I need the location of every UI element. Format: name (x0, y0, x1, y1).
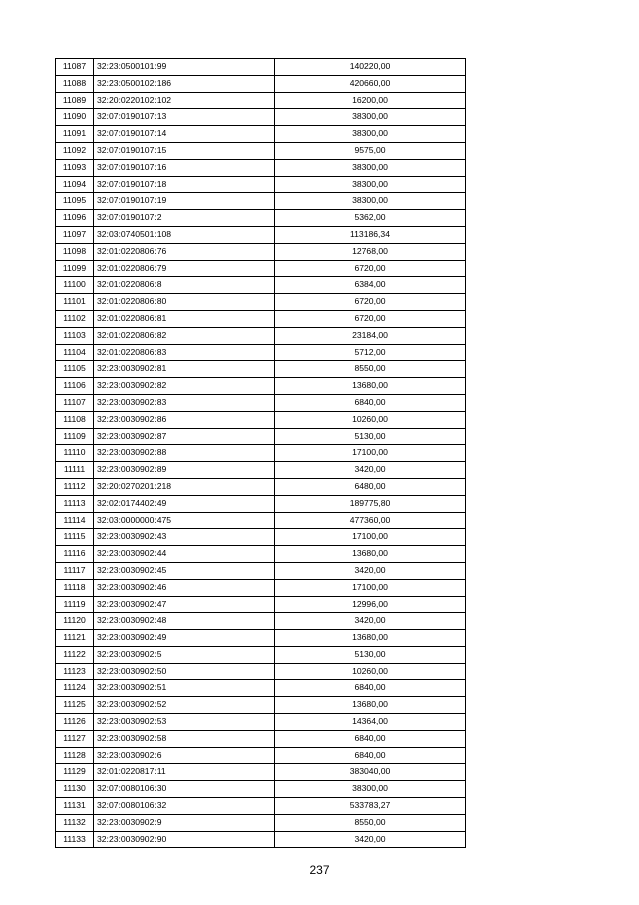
row-number-cell: 11124 (56, 680, 94, 697)
value-cell: 38300,00 (275, 781, 466, 798)
row-number-cell: 11130 (56, 781, 94, 798)
cadastral-number-cell: 32:23:0030902:47 (94, 596, 275, 613)
row-number-cell: 11114 (56, 512, 94, 529)
row-number-cell: 11101 (56, 294, 94, 311)
row-number-cell: 11093 (56, 159, 94, 176)
table-row (56, 142, 466, 159)
value-cell: 13680,00 (275, 378, 466, 395)
cadastral-number-cell: 32:23:0030902:90 (94, 831, 275, 848)
value-cell: 12768,00 (275, 243, 466, 260)
cadastral-number-cell: 32:23:0030902:58 (94, 730, 275, 747)
value-cell: 38300,00 (275, 109, 466, 126)
cadastral-number-cell: 32:01:0220806:8 (94, 277, 275, 294)
table-row (56, 495, 466, 512)
row-number-cell: 11112 (56, 478, 94, 495)
row-number-cell: 11127 (56, 730, 94, 747)
cadastral-number-cell: 32:01:0220806:80 (94, 294, 275, 311)
row-number-cell: 11091 (56, 126, 94, 143)
cadastral-number-cell: 32:07:0190107:16 (94, 159, 275, 176)
row-number-cell: 11088 (56, 75, 94, 92)
value-cell: 9575,00 (275, 142, 466, 159)
row-number-cell: 11119 (56, 596, 94, 613)
table-row (56, 781, 466, 798)
value-cell: 13680,00 (275, 697, 466, 714)
cadastral-number-cell: 32:23:0030902:44 (94, 546, 275, 563)
table-row (56, 798, 466, 815)
cadastral-number-cell: 32:23:0030902:82 (94, 378, 275, 395)
cadastral-number-cell: 32:23:0030902:9 (94, 814, 275, 831)
value-cell: 38300,00 (275, 176, 466, 193)
value-cell: 12996,00 (275, 596, 466, 613)
value-cell: 113186,34 (275, 226, 466, 243)
cadastral-number-cell: 32:23:0030902:50 (94, 663, 275, 680)
value-cell: 10260,00 (275, 411, 466, 428)
value-cell: 5130,00 (275, 646, 466, 663)
value-cell: 3420,00 (275, 831, 466, 848)
cadastral-number-cell: 32:23:0500101:99 (94, 59, 275, 76)
value-cell: 6384,00 (275, 277, 466, 294)
row-number-cell: 11108 (56, 411, 94, 428)
row-number-cell: 11125 (56, 697, 94, 714)
table-row (56, 478, 466, 495)
value-cell: 17100,00 (275, 579, 466, 596)
row-number-cell: 11109 (56, 428, 94, 445)
cadastral-number-cell: 32:20:0220102:102 (94, 92, 275, 109)
row-number-cell: 11118 (56, 579, 94, 596)
row-number-cell: 11110 (56, 445, 94, 462)
table-row (56, 210, 466, 227)
table-row (56, 445, 466, 462)
row-number-cell: 11098 (56, 243, 94, 260)
row-number-cell: 11111 (56, 462, 94, 479)
value-cell: 420660,00 (275, 75, 466, 92)
row-number-cell: 11095 (56, 193, 94, 210)
value-cell: 383040,00 (275, 764, 466, 781)
row-number-cell: 11117 (56, 562, 94, 579)
cadastral-number-cell: 32:01:0220817:11 (94, 764, 275, 781)
cadastral-number-cell: 32:23:0030902:43 (94, 529, 275, 546)
row-number-cell: 11103 (56, 327, 94, 344)
row-number-cell: 11100 (56, 277, 94, 294)
cadastral-number-cell: 32:23:0030902:53 (94, 714, 275, 731)
table-row (56, 411, 466, 428)
cadastral-number-cell: 32:23:0030902:87 (94, 428, 275, 445)
table-row (56, 512, 466, 529)
row-number-cell: 11099 (56, 260, 94, 277)
table-row (56, 176, 466, 193)
table-row (56, 663, 466, 680)
cadastral-number-cell: 32:07:0080106:32 (94, 798, 275, 815)
cadastral-number-cell: 32:03:0740501:108 (94, 226, 275, 243)
cadastral-number-cell: 32:07:0190107:13 (94, 109, 275, 126)
table-row (56, 378, 466, 395)
value-cell: 13680,00 (275, 546, 466, 563)
table-row (56, 680, 466, 697)
table-row (56, 361, 466, 378)
value-cell: 6840,00 (275, 680, 466, 697)
row-number-cell: 11090 (56, 109, 94, 126)
cadastral-number-cell: 32:23:0030902:51 (94, 680, 275, 697)
table-row (56, 92, 466, 109)
table-row (56, 59, 466, 76)
value-cell: 3420,00 (275, 562, 466, 579)
value-cell: 5130,00 (275, 428, 466, 445)
row-number-cell: 11131 (56, 798, 94, 815)
table-row (56, 714, 466, 731)
value-cell: 140220,00 (275, 59, 466, 76)
table-row (56, 428, 466, 445)
cadastral-number-cell: 32:23:0030902:52 (94, 697, 275, 714)
table-row (56, 831, 466, 848)
cadastral-number-cell: 32:23:0030902:6 (94, 747, 275, 764)
row-number-cell: 11132 (56, 814, 94, 831)
cadastral-number-cell: 32:23:0030902:5 (94, 646, 275, 663)
cadastral-number-cell: 32:02:0174402:49 (94, 495, 275, 512)
row-number-cell: 11115 (56, 529, 94, 546)
cadastral-number-cell: 32:23:0030902:83 (94, 394, 275, 411)
table-row (56, 193, 466, 210)
table-row (56, 310, 466, 327)
table-row (56, 344, 466, 361)
cadastral-number-cell: 32:07:0190107:14 (94, 126, 275, 143)
table-row (56, 294, 466, 311)
cadastral-number-cell: 32:23:0030902:46 (94, 579, 275, 596)
value-cell: 17100,00 (275, 529, 466, 546)
table-row (56, 226, 466, 243)
table-row (56, 159, 466, 176)
table-row (56, 277, 466, 294)
cadastral-number-cell: 32:07:0080106:30 (94, 781, 275, 798)
row-number-cell: 11097 (56, 226, 94, 243)
cadastral-number-cell: 32:01:0220806:81 (94, 310, 275, 327)
cadastral-number-cell: 32:23:0030902:48 (94, 613, 275, 630)
cadastral-number-cell: 32:07:0190107:2 (94, 210, 275, 227)
row-number-cell: 11106 (56, 378, 94, 395)
row-number-cell: 11105 (56, 361, 94, 378)
cadastral-number-cell: 32:01:0220806:83 (94, 344, 275, 361)
value-cell: 16200,00 (275, 92, 466, 109)
row-number-cell: 11116 (56, 546, 94, 563)
value-cell: 3420,00 (275, 462, 466, 479)
value-cell: 189775,80 (275, 495, 466, 512)
row-number-cell: 11121 (56, 630, 94, 647)
row-number-cell: 11120 (56, 613, 94, 630)
value-cell: 6720,00 (275, 260, 466, 277)
cadastral-number-cell: 32:07:0190107:18 (94, 176, 275, 193)
cadastral-number-cell: 32:23:0030902:89 (94, 462, 275, 479)
row-number-cell: 11129 (56, 764, 94, 781)
cadastral-number-cell: 32:20:0270201:218 (94, 478, 275, 495)
table-row (56, 327, 466, 344)
table-row (56, 764, 466, 781)
table-row (56, 697, 466, 714)
value-cell: 17100,00 (275, 445, 466, 462)
table-row (56, 814, 466, 831)
page-number: 237 (309, 863, 330, 877)
cadastral-number-cell: 32:07:0190107:19 (94, 193, 275, 210)
table-row (56, 630, 466, 647)
value-cell: 10260,00 (275, 663, 466, 680)
table-row (56, 562, 466, 579)
cadastral-number-cell: 32:07:0190107:15 (94, 142, 275, 159)
table-row (56, 646, 466, 663)
value-cell: 6840,00 (275, 730, 466, 747)
row-number-cell: 11113 (56, 495, 94, 512)
table-row (56, 596, 466, 613)
row-number-cell: 11104 (56, 344, 94, 361)
value-cell: 38300,00 (275, 193, 466, 210)
cadastral-number-cell: 32:23:0030902:49 (94, 630, 275, 647)
table-row (56, 747, 466, 764)
cadastral-number-cell: 32:03:0000000:475 (94, 512, 275, 529)
row-number-cell: 11128 (56, 747, 94, 764)
row-number-cell: 11096 (56, 210, 94, 227)
value-cell: 38300,00 (275, 159, 466, 176)
value-cell: 8550,00 (275, 361, 466, 378)
table-row (56, 75, 466, 92)
cadastral-number-cell: 32:01:0220806:76 (94, 243, 275, 260)
table-row (56, 260, 466, 277)
row-number-cell: 11123 (56, 663, 94, 680)
data-table-body (56, 59, 466, 848)
cadastral-number-cell: 32:01:0220806:82 (94, 327, 275, 344)
value-cell: 5712,00 (275, 344, 466, 361)
table-row (56, 394, 466, 411)
value-cell: 6720,00 (275, 294, 466, 311)
row-number-cell: 11092 (56, 142, 94, 159)
cadastral-number-cell: 32:23:0500102:186 (94, 75, 275, 92)
table-row (56, 579, 466, 596)
row-number-cell: 11133 (56, 831, 94, 848)
table-row (56, 126, 466, 143)
table-row (56, 109, 466, 126)
value-cell: 3420,00 (275, 613, 466, 630)
cadastral-number-cell: 32:01:0220806:79 (94, 260, 275, 277)
row-number-cell: 11102 (56, 310, 94, 327)
table-row (56, 730, 466, 747)
value-cell: 6720,00 (275, 310, 466, 327)
value-cell: 14364,00 (275, 714, 466, 731)
table-row (56, 529, 466, 546)
value-cell: 533783,27 (275, 798, 466, 815)
table-row (56, 613, 466, 630)
value-cell: 5362,00 (275, 210, 466, 227)
row-number-cell: 11094 (56, 176, 94, 193)
value-cell: 23184,00 (275, 327, 466, 344)
value-cell: 477360,00 (275, 512, 466, 529)
cadastral-number-cell: 32:23:0030902:81 (94, 361, 275, 378)
value-cell: 8550,00 (275, 814, 466, 831)
value-cell: 6840,00 (275, 394, 466, 411)
cadastral-number-cell: 32:23:0030902:88 (94, 445, 275, 462)
table-row (56, 462, 466, 479)
row-number-cell: 11107 (56, 394, 94, 411)
value-cell: 38300,00 (275, 126, 466, 143)
value-cell: 6840,00 (275, 747, 466, 764)
cadastral-number-cell: 32:23:0030902:86 (94, 411, 275, 428)
table-row (56, 243, 466, 260)
table-row (56, 546, 466, 563)
row-number-cell: 11122 (56, 646, 94, 663)
cadastral-number-cell: 32:23:0030902:45 (94, 562, 275, 579)
row-number-cell: 11126 (56, 714, 94, 731)
value-cell: 6480,00 (275, 478, 466, 495)
value-cell: 13680,00 (275, 630, 466, 647)
row-number-cell: 11087 (56, 59, 94, 76)
row-number-cell: 11089 (56, 92, 94, 109)
data-table (55, 58, 466, 848)
